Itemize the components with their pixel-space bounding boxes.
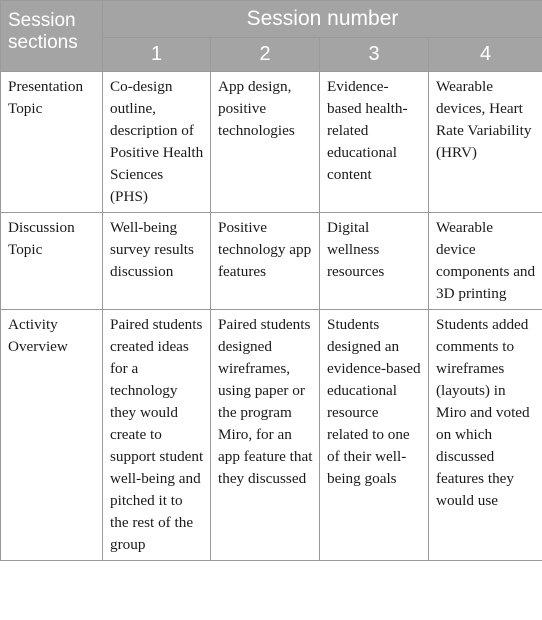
- table-cell: Students added comments to wireframes (layouts) in Miro and voted on which discussed features they would use: [429, 310, 542, 561]
- table-cell: Digital wellness resources: [320, 213, 429, 310]
- table-cell: App design, positive technologies: [211, 72, 320, 213]
- session-number-header: Session number: [103, 1, 542, 38]
- row-label: Presentation Topic: [1, 72, 103, 213]
- row-label: Activity Overview: [1, 310, 103, 561]
- session-2-header: 2: [211, 38, 320, 72]
- table-row-discussion-topic: [1, 213, 542, 310]
- table-cell: Positive technology app features: [211, 213, 320, 310]
- row-label: Discussion Topic: [1, 213, 103, 310]
- table-cell: Paired students designed wireframes, using paper or the program Miro, for an app feature that they discussed: [211, 310, 320, 561]
- session-1-header: 1: [103, 38, 211, 72]
- table-cell: Students designed an evidence-based educational resource related to one of their well-being goals: [320, 310, 429, 561]
- table-cell: Evidence-based health-related educational content: [320, 72, 429, 213]
- header-row-1: [1, 1, 542, 38]
- table-row-presentation-topic: [1, 72, 542, 213]
- table-row-activity-overview: [1, 310, 542, 561]
- table-cell: Well-being survey results discussion: [103, 213, 211, 310]
- table-cell: Wearable device components and 3D printing: [429, 213, 542, 310]
- table-cell: Wearable devices, Heart Rate Variability (HRV): [429, 72, 542, 213]
- table-cell: Co-design outline, description of Positive Health Sciences (PHS): [103, 72, 211, 213]
- session-sections-header: Session sections: [1, 1, 103, 72]
- session-4-header: 4: [429, 38, 542, 72]
- table-cell: Paired students created ideas for a technology they would create to support student well-being and pitched it to the rest of the group: [103, 310, 211, 561]
- session-3-header: 3: [320, 38, 429, 72]
